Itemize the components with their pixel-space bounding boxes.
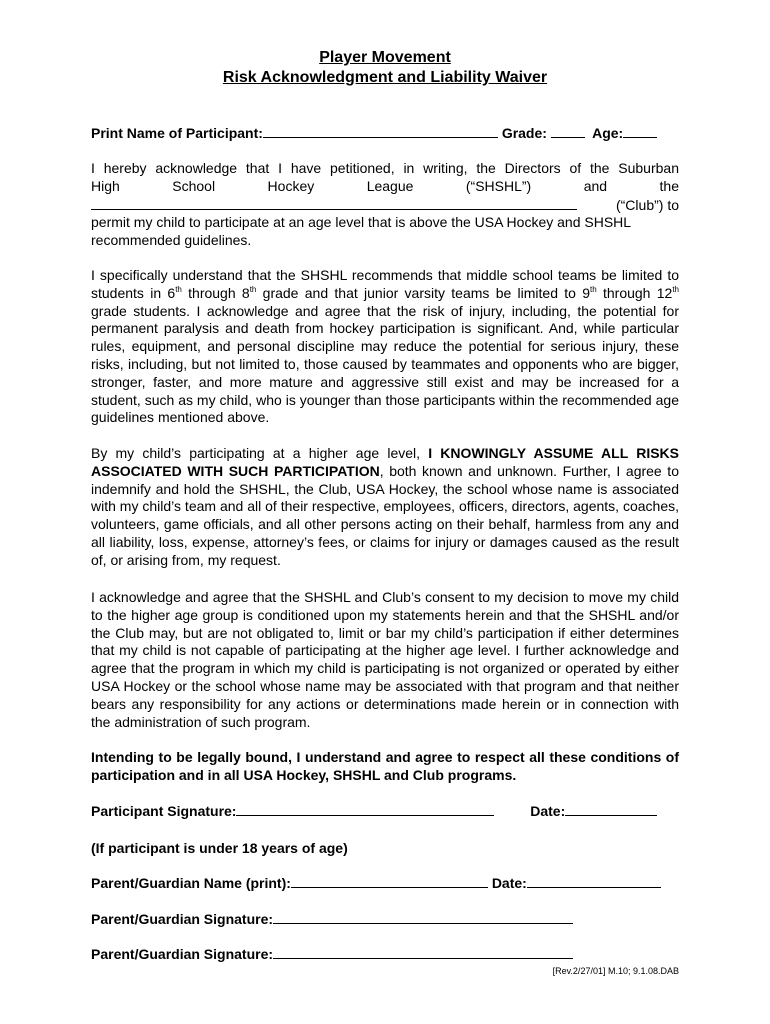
guardian-signature-field-1[interactable] <box>273 910 573 924</box>
document-subtitle: Risk Acknowledgment and Liability Waiver <box>222 69 548 86</box>
grade-field[interactable] <box>551 124 585 138</box>
consent-paragraph: I acknowledge and agree that the SHSHL and Club’s consent to my decision to move my child to the higher age group is conditioned upon my statements herein and that the SHSHL and/or the Club may, but are not obligated to, limit or bar my child’s participation if either determines that my child is not capable of participating at the higher age level. I further acknowledge and agree that the program in which my child is participating is not organized or operated by either USA Hockey or the school whose name may be associated with that program and that neither bears any responsibility for any actions or determinations made herein or in connection with the administration of such program. <box>91 589 679 730</box>
participant-date-label: Date: <box>530 803 566 819</box>
assume-risks-statement: I KNOWINGLY ASSUME ALL RISKS ASSOCIATED WITH SUCH PARTICIPATION <box>91 445 679 479</box>
club-name-field[interactable] <box>91 196 577 210</box>
participant-date-field[interactable] <box>565 802 657 816</box>
petition-line-2: High School Hockey League (“SHSHL”) and the <box>91 177 679 194</box>
participant-name-label: Print Name of Participant: <box>91 125 263 141</box>
participant-signature-label: Participant Signature: <box>91 803 237 819</box>
guardian-date-label: Date: <box>491 875 527 891</box>
age-label: Age: <box>592 125 624 141</box>
under-18-note: (If participant is under 18 years of age) <box>91 840 348 856</box>
risk-paragraph: I specifically understand that the SHSHL recommends that middle school teams be limited to students in 6th through 8th grade and that junior varsity teams be limited to 9th through 12th grade students. I acknowledge and agree that the risk of injury, including, the potential for permanent paralysis and death from hockey participation is significant. And, while particular rules, equipment, and personal discipline may reduce the potential for serious injury, these risks, including, but not limited to, those caused by teammates and opponents who are bigger, stronger, faster, and more mature and aggressive still exist and may be increased for a student, such as my child, who is younger than those participants within the recommended age guidelines mentioned above. <box>91 267 679 426</box>
guardian-name-row <box>91 874 679 892</box>
club-name-row <box>91 196 679 215</box>
guardian-name-field[interactable] <box>291 874 488 888</box>
guardian-signature-row-1 <box>91 910 679 928</box>
guardian-signature-label-1: Parent/Guardian Signature: <box>91 911 274 927</box>
participant-name-field[interactable] <box>263 124 498 138</box>
petition-line-4: permit my child to participate at an age level that is above the USA Hockey and SHSHL <box>91 214 632 231</box>
petition-line-1: I hereby acknowledge that I have petitioned, in writing, the Directors of the Suburban <box>91 160 679 176</box>
grade-label: Grade: <box>501 125 547 141</box>
guardian-name-label: Parent/Guardian Name (print): <box>91 875 291 891</box>
participant-info-row <box>91 124 679 142</box>
document-title: Player Movement <box>319 49 451 66</box>
assumption-paragraph: By my child’s participating at a higher age level, I KNOWINGLY ASSUME ALL RISKS ASSOCIATED WITH SUCH PARTICIPATION, both known and unknown. Further, I agree to indemnify and hold the SHSHL, the Club, USA Hockey, the school whose name is associated with my child’s team and all of their respective, employees, officers, directors, agents, coaches, volunteers, game officials, and all other persons acting on their behalf, harmless from any and all liability, loss, expense, attorney’s fees, or claims for injury or damages caused as the result of, or arising from, my request. <box>91 445 679 568</box>
guardian-signature-label-2: Parent/Guardian Signature: <box>91 946 274 962</box>
guardian-date-field[interactable] <box>527 874 661 888</box>
participant-signature-field[interactable] <box>236 802 494 816</box>
participant-signature-row <box>91 802 679 820</box>
guardian-signature-field-2[interactable] <box>273 945 573 959</box>
petition-paragraph <box>91 160 679 250</box>
age-field[interactable] <box>623 124 657 138</box>
club-label: (“Club”) to <box>615 196 679 213</box>
guardian-signature-row-2 <box>91 945 679 963</box>
legally-bound-paragraph: Intending to be legally bound, I understand and agree to respect all these conditions of participation and in all USA Hockey, SHSHL and Club programs. <box>91 749 679 783</box>
petition-line-5: recommended guidelines. <box>91 232 252 249</box>
revision-footer: [Rev.2/27/01] M.10; 9.1.08.DAB <box>552 966 679 976</box>
